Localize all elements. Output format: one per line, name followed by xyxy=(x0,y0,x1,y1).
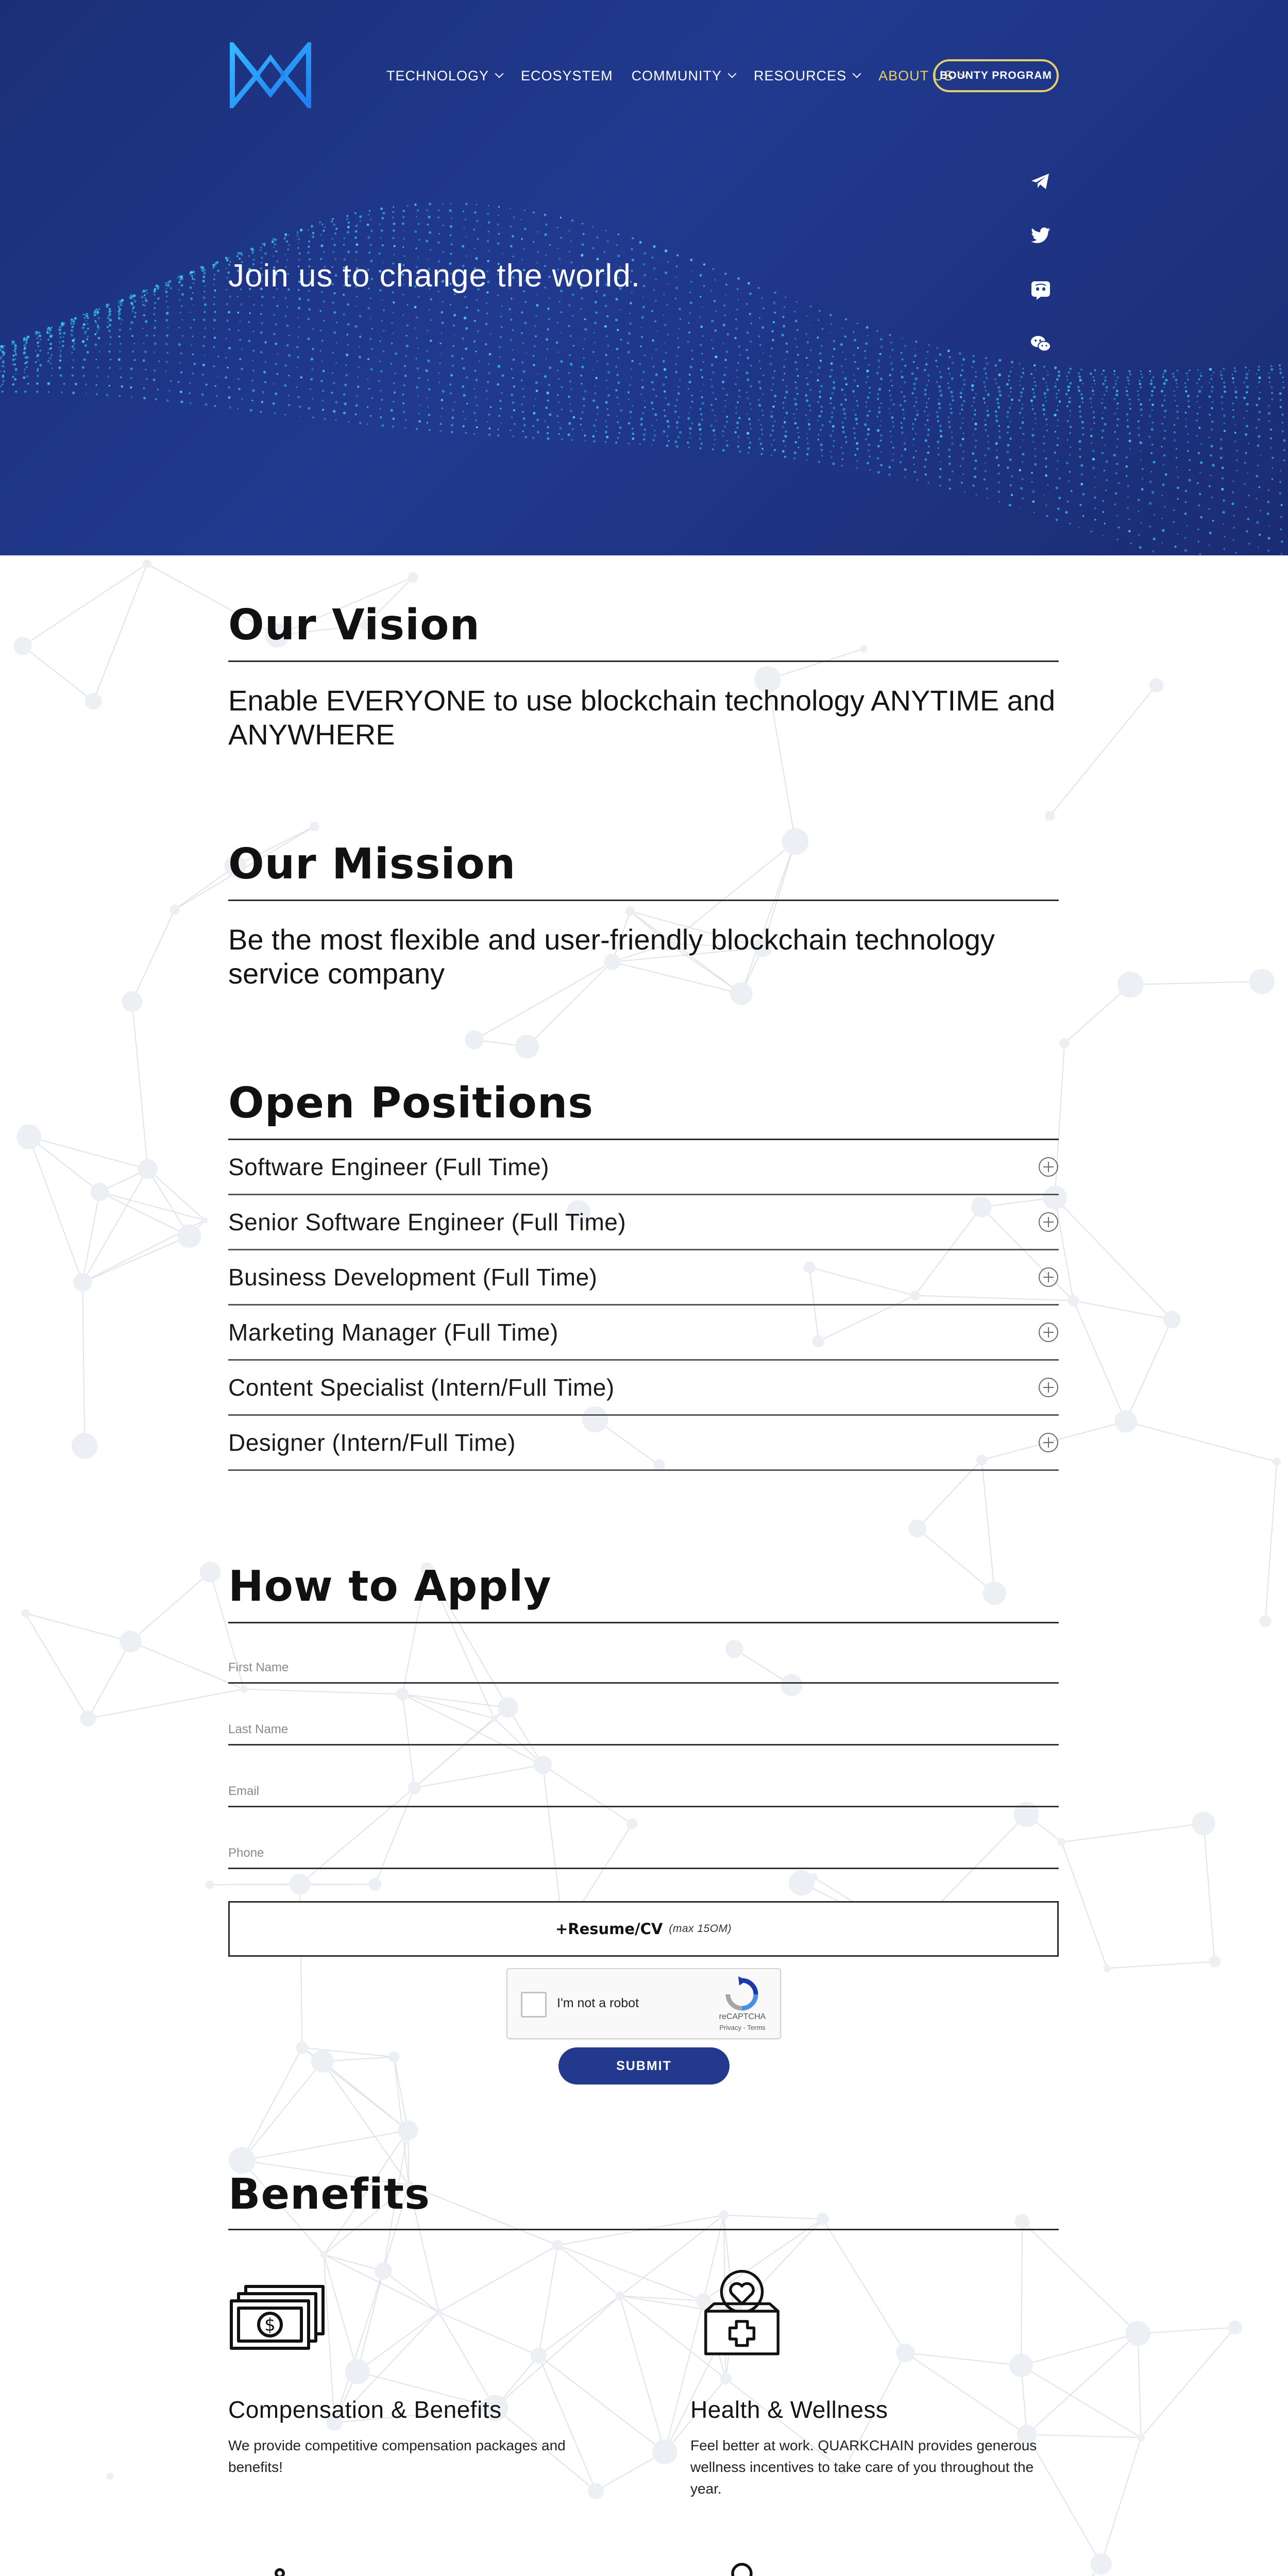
position-label: Marketing Manager (Full Time) xyxy=(228,1319,558,1346)
mission-statement: Be the most flexible and user-friendly blockchain technology service company xyxy=(228,923,995,990)
position-label: Senior Software Engineer (Full Time) xyxy=(228,1209,626,1235)
vision-title: Our Vision xyxy=(228,601,480,650)
hero-tagline: Join us to change the world. xyxy=(228,258,641,294)
health-kit-icon xyxy=(690,2265,793,2358)
resume-size-hint: (max 15OM) xyxy=(669,1923,732,1935)
serving-tray-icon xyxy=(228,2563,331,2576)
main-nav xyxy=(386,65,986,87)
plus-circle-icon[interactable] xyxy=(1038,1377,1059,1398)
position-row[interactable] xyxy=(228,1416,1059,1471)
chevron-down-icon xyxy=(853,70,861,78)
nav-label: TECHNOLOGY xyxy=(386,67,489,83)
last-name-field[interactable] xyxy=(228,1715,1059,1745)
nav-label: RESOURCES xyxy=(754,67,847,83)
submit-button[interactable]: SUBMIT xyxy=(558,2047,730,2084)
plus-circle-icon[interactable] xyxy=(1038,1432,1059,1453)
money-icon xyxy=(228,2276,331,2369)
position-row[interactable] xyxy=(228,1195,1059,1250)
network-background-graphic xyxy=(0,555,1288,2576)
recaptcha-widget xyxy=(506,1968,781,2039)
position-label: Designer (Intern/Full Time) xyxy=(228,1429,516,1456)
nav-ecosystem[interactable] xyxy=(521,68,613,84)
mission-title: Our Mission xyxy=(228,840,516,889)
nav-label: ABOUT US xyxy=(878,67,954,83)
twitter-icon[interactable] xyxy=(1029,224,1052,247)
recaptcha-checkbox[interactable] xyxy=(521,1992,547,2018)
benefit-text: We provide competitive compensation packages and benefits! xyxy=(228,2437,566,2475)
recaptcha-label: I'm not a robot xyxy=(557,1996,639,2010)
chevron-down-icon xyxy=(728,70,737,78)
nav-label: COMMUNITY xyxy=(631,67,722,83)
plus-circle-icon[interactable] xyxy=(1038,1322,1059,1343)
nav-resources[interactable] xyxy=(754,68,860,84)
benefit-title: Compensation & Benefits xyxy=(228,2396,502,2423)
wechat-icon[interactable] xyxy=(1029,332,1052,355)
position-row[interactable] xyxy=(228,1306,1059,1361)
positions-accordion xyxy=(228,1140,1059,1471)
discord-icon[interactable] xyxy=(1029,278,1052,301)
nav-community[interactable] xyxy=(632,68,735,84)
hero-social-rail xyxy=(1029,170,1052,386)
recaptcha-privacy-terms[interactable]: Privacy - Terms xyxy=(719,2024,766,2031)
resume-upload-button[interactable] xyxy=(228,1901,1059,1957)
phone-field[interactable] xyxy=(228,1838,1059,1869)
benefits-title: Benefits xyxy=(228,2170,430,2219)
benefit-text: Feel better at work. QUARKCHAIN provides generous wellness incentives to take care of you throughout the year. xyxy=(690,2437,1037,2497)
plus-circle-icon[interactable] xyxy=(1038,1267,1059,1287)
plus-circle-icon[interactable] xyxy=(1038,1212,1059,1232)
position-row[interactable] xyxy=(228,1140,1059,1195)
position-label: Business Development (Full Time) xyxy=(228,1264,598,1291)
nav-technology[interactable] xyxy=(386,68,502,84)
position-label: Software Engineer (Full Time) xyxy=(228,1154,549,1180)
divider xyxy=(228,660,1059,662)
vision-statement: Enable EVERYONE to use blockchain technology ANYTIME and ANYWHERE xyxy=(228,684,1056,751)
first-name-field[interactable] xyxy=(228,1653,1059,1684)
recaptcha-icon xyxy=(724,1976,760,2012)
position-label: Content Specialist (Intern/Full Time) xyxy=(228,1374,615,1401)
bounty-program-button[interactable]: BOUNTY PROGRAM xyxy=(933,59,1059,92)
divider xyxy=(228,2229,1059,2230)
chevron-down-icon xyxy=(495,70,504,78)
divider xyxy=(228,1622,1059,1623)
apply-title: How to Apply xyxy=(228,1562,552,1611)
recaptcha-brand: reCAPTCHA xyxy=(719,2012,766,2021)
positions-title: Open Positions xyxy=(228,1079,594,1128)
hero-banner xyxy=(0,0,1288,555)
svg-text:$: $ xyxy=(264,2315,276,2335)
email-field[interactable] xyxy=(228,1776,1059,1807)
benefit-title: Health & Wellness xyxy=(690,2396,888,2423)
divider xyxy=(228,900,1059,901)
nav-label: ECOSYSTEM xyxy=(521,67,613,83)
quarkchain-logo[interactable] xyxy=(228,42,313,108)
position-row[interactable] xyxy=(228,1250,1059,1306)
telegram-icon[interactable] xyxy=(1029,170,1052,193)
position-row[interactable] xyxy=(228,1361,1059,1416)
resume-label: +Resume/CV xyxy=(555,1920,663,1938)
plus-circle-icon[interactable] xyxy=(1038,1157,1059,1177)
meditation-icon xyxy=(690,2561,793,2576)
